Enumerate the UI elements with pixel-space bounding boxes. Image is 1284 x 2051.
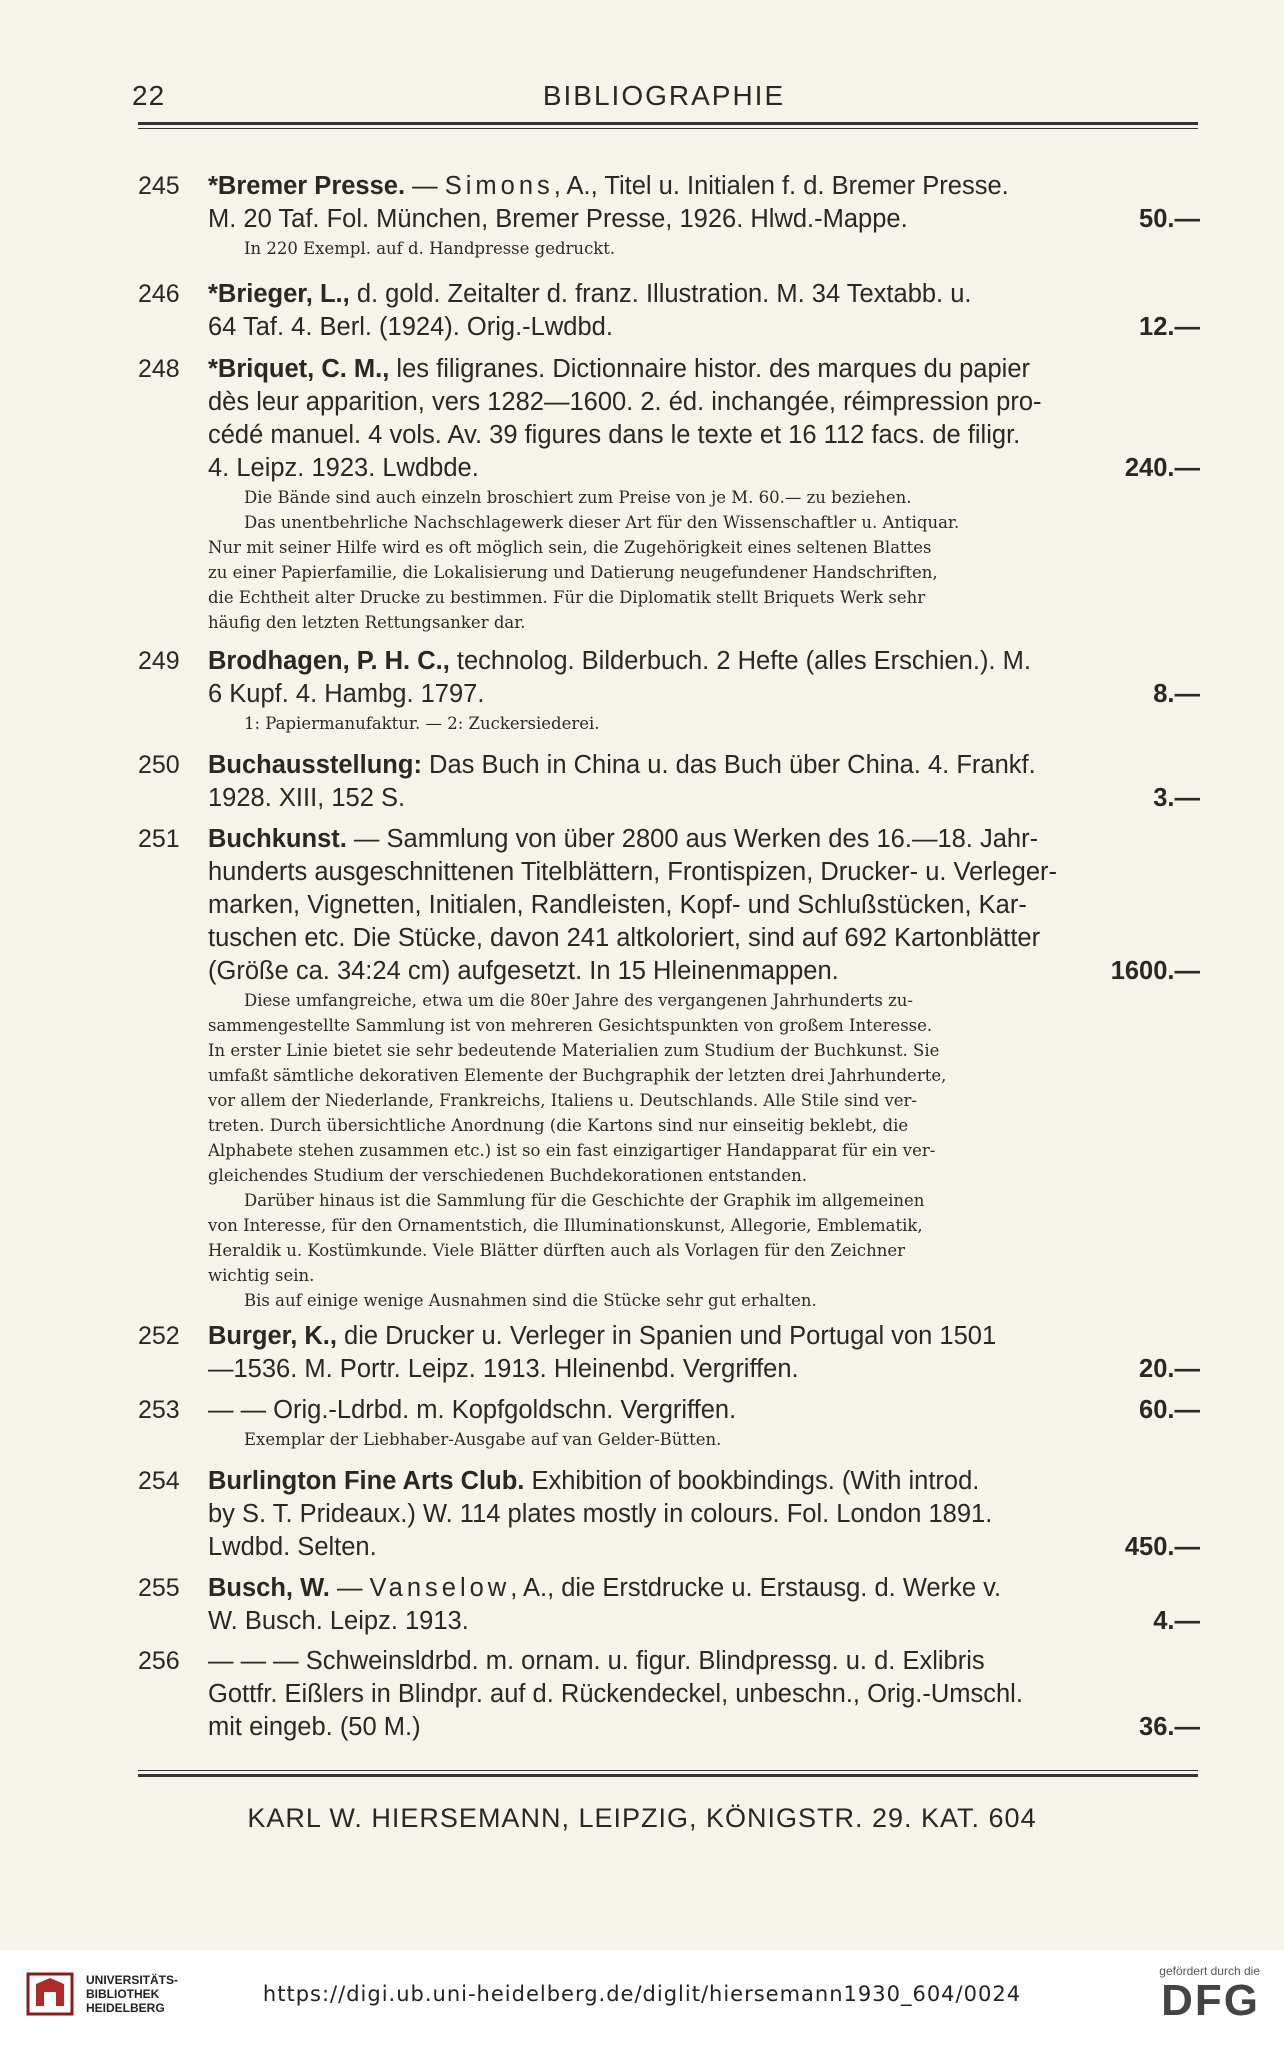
entry-line [208,170,1200,203]
entry-line [208,1531,1200,1564]
dfg-caption: gefördert durch die [1159,1964,1260,1978]
entry-number: 255 [138,1574,180,1602]
entry-line [208,856,1200,889]
entry-line [208,203,1200,236]
entry-line [208,1498,1200,1531]
entry-body [208,1465,1200,1564]
entry-text: — — Orig.-Ldrbd. m. Kopfgoldschn. Vergriffen. [208,1396,737,1424]
entry-price: 8.— [1153,680,1200,708]
entry-body [208,749,1200,815]
catalog-entry [138,353,1200,635]
catalog-entry [138,1394,1200,1452]
header-rule-thin [138,128,1198,129]
entry-note: Diese umfangreiche, etwa um die 80er Jahre des vergangenen Jahrhunderts zu- [244,991,913,1010]
catalog-entry [138,170,1200,261]
entry-number: 245 [138,172,180,200]
entry-line [208,782,1200,815]
entry-author: Burlington Fine Arts Club. [208,1467,525,1495]
entry-text: —1536. M. Portr. Leipz. 1913. Hleinenbd. Vergriffen. [208,1355,799,1383]
entry-text: by S. T. Prideaux.) W. 114 plates mostly in colours. Fol. London 1891. [208,1500,993,1528]
entry-note: sammengestellte Sammlung ist von mehreren Gesichtspunkten von großem Interesse. [208,1016,933,1035]
entry-author: Buchkunst. [208,825,347,853]
entry-note: 1: Papiermanufaktur. — 2: Zuckersiederei. [244,714,600,733]
entry-text: Das Buch in China u. das Buch über China. 4. Frankf. [421,751,1036,779]
entry-body [208,1320,1200,1386]
entry-note: Heraldik u. Kostümkunde. Viele Blätter dürften auch als Vorlagen für den Zeichner [208,1241,906,1260]
permalink-url[interactable]: https://digi.ub.uni-heidelberg.de/diglit/hiersemann1930_604/0024 [262,1982,1022,2006]
entry-text: (Größe ca. 34:24 cm) aufgesetzt. In 15 Hleinenmappen. [208,957,839,985]
entry-price: 1600.— [1110,957,1200,985]
entry-number: 246 [138,280,180,308]
entry-number: 256 [138,1647,180,1675]
entry-line [208,1605,1200,1638]
entry-price: 3.— [1153,784,1200,812]
entry-line [208,1645,1200,1678]
entry-price: 20.— [1139,1355,1200,1383]
entry-line [208,311,1200,344]
entry-price: 240.— [1124,454,1200,482]
entry-text: M. 20 Taf. Fol. München, Bremer Presse, 1926. Hlwd.-Mappe. [208,205,908,233]
entry-line [208,1572,1200,1605]
entry-number: 254 [138,1467,180,1495]
entry-text: hunderts ausgeschnittenen Titelblättern, Frontispizen, Drucker- u. Verleger- [208,858,1058,886]
entry-author: Buchausstellung: [208,751,422,779]
entry-note: von Interesse, für den Ornamentstich, die Illuminationskunst, Allegorie, Emblematik, [208,1216,923,1235]
entry-body [208,1645,1200,1744]
entry-price: 50.— [1139,205,1200,233]
entry-note: In 220 Exempl. auf d. Handpresse gedruckt. [244,239,616,258]
running-title: BIBLIOGRAPHIE [542,80,786,111]
entry-text: die Drucker u. Verleger in Spanien und Portugal von 1501 [336,1322,997,1350]
entry-note: Exemplar der Liebhaber-Ausgabe auf van Gelder-Bütten. [244,1430,722,1449]
entry-text: Gottfr. Eißlers in Blindpr. auf d. Rückendeckel, unbeschn., Orig.-Umschl. [208,1680,1023,1708]
publisher-footer: KARL W. HIERSEMANN, LEIPZIG, KÖNIGSTR. 29. KAT. 604 [247,1803,1037,1833]
entry-note: treten. Durch übersichtliche Anordnung (die Kartons sind nur einseitig beklebt, die [208,1116,909,1135]
entry-line [208,823,1200,856]
catalog-entry [138,749,1200,815]
entry-note: häufig den letzten Rettungsanker dar. [208,613,526,632]
entry-number: 248 [138,355,180,383]
entry-line [208,386,1200,419]
footer-rule-thick [138,1774,1198,1777]
entry-note: die Echtheit alter Drucke zu bestimmen. Für die Diplomatik stellt Briquets Werk sehr [208,588,926,607]
entry-line [208,749,1200,782]
entry-body [208,1572,1200,1638]
entry-note: zu einer Papierfamilie, die Lokalisierung und Datierung neugefundener Handschriften, [208,563,938,582]
entry-author: *Bremer Presse. [208,172,406,200]
entry-body [208,278,1200,344]
entry-note: Die Bände sind auch einzeln broschiert zum Preise von je M. 60.— zu beziehen. [244,488,912,507]
entry-text: , A., die Erstdrucke u. Erstausg. d. Werke v. [510,1574,1002,1602]
entry-body [208,823,1200,1313]
entry-line [208,678,1200,711]
entry-text: marken, Vignetten, Initialen, Randleisten, Kopf- und Schlußstücken, Kar- [208,891,1027,919]
logo-text: UNIVERSITÄTS- BIBLIOTHEK HEIDELBERG [86,1973,179,2015]
entry-author: *Briquet, C. M., [208,355,390,383]
catalog-entry [138,278,1200,344]
entry-price: 36.— [1139,1713,1200,1741]
entry-price: 4.— [1153,1607,1200,1635]
entry-number: 252 [138,1322,180,1350]
entry-text: Exhibition of bookbindings. (With introd. [524,1467,980,1495]
page-number: 22 [132,80,166,111]
entry-text: W. Busch. Leipz. 1913. [208,1607,469,1635]
entry-body [208,1394,1200,1452]
entry-body [208,645,1200,736]
entry-spaced-name: Vanselow [369,1574,511,1602]
entry-line [208,278,1200,311]
footer-rule-thin [138,1770,1198,1771]
entry-text: — — — Schweinsldrbd. m. ornam. u. figur. Blindpressg. u. d. Exlibris [208,1647,985,1675]
entry-line [208,1353,1200,1386]
entry-author: Burger, K., [208,1322,337,1350]
entry-note: Nur mit seiner Hilfe wird es oft möglich sein, die Zugehörigkeit eines seltenen Blattes [208,538,932,557]
entry-text: 64 Taf. 4. Berl. (1924). Orig.-Lwdbd. [208,313,613,341]
entry-line [208,1320,1200,1353]
dfg-wordmark: DFG [1161,1976,1260,2025]
entry-note: wichtig sein. [208,1266,315,1285]
entry-number: 249 [138,647,180,675]
entry-text: — Sammlung von über 2800 aus Werken des 16.—18. Jahr- [346,825,1039,853]
entry-note: gleichendes Studium der verschiedenen Buchdekorationen entstanden. [208,1166,807,1185]
entry-text: d. gold. Zeitalter d. franz. Illustration. M. 34 Textabb. u. [349,280,972,308]
header-rule-thick [138,122,1198,125]
catalog-entry [138,1465,1200,1564]
entry-number: 251 [138,825,180,853]
entry-note: vor allem der Niederlande, Frankreichs, Italiens u. Deutschlands. Alle Stile sind ver- [208,1091,918,1110]
entry-line [208,955,1200,988]
entry-body [208,353,1200,635]
entry-body [208,170,1200,261]
entry-text: tuschen etc. Die Stücke, davon 241 altkoloriert, sind auf 692 Kartonblätter [208,924,1041,952]
catalog-entry [138,823,1200,1313]
entry-text: dès leur apparition, vers 1282—1600. 2. éd. inchangée, réimpression pro- [208,388,1042,416]
entry-spaced-name: Simons [444,172,554,200]
entry-text: mit eingeb. (50 M.) [208,1713,421,1741]
entry-line [208,353,1200,386]
entry-text: technolog. Bilderbuch. 2 Hefte (alles Erschien.). M. [449,647,1031,675]
entry-price: 60.— [1139,1396,1200,1424]
entry-price: 450.— [1124,1533,1200,1561]
entry-author: *Brieger, L., [208,280,350,308]
entry-line [208,922,1200,955]
entry-price: 12.— [1139,313,1200,341]
entry-number: 250 [138,751,180,779]
entry-note: Darüber hinaus ist die Sammlung für die Geschichte der Graphik im allgemeinen [244,1191,925,1210]
entry-note: In erster Linie bietet sie sehr bedeutende Materialien zum Studium der Buchkunst. Sie [208,1041,940,1060]
viewer-bar [0,1950,1284,2051]
entry-note: Alphabete stehen zusammen etc.) ist so ein fast einzigartiger Handapparat für ein ver- [208,1141,936,1160]
entry-text: 6 Kupf. 4. Hambg. 1797. [208,680,485,708]
entry-note: Bis auf einige wenige Ausnahmen sind die Stücke sehr gut erhalten. [244,1291,817,1310]
entry-line [208,889,1200,922]
entry-line [208,1465,1200,1498]
entry-line [208,452,1200,485]
entry-text: cédé manuel. 4 vols. Av. 39 figures dans le texte et 16 112 facs. de filigr. [208,421,1021,449]
dfg-logo[interactable] [1159,1964,1260,2024]
catalog-entry [138,645,1200,736]
entry-text: les filigranes. Dictionnaire histor. des marques du papier [389,355,1031,383]
entry-text: , A., Titel u. Initialen f. d. Bremer Presse. [553,172,1009,200]
entry-text: Lwdbd. Selten. [208,1533,377,1561]
entry-line [208,419,1200,452]
entry-line [208,645,1200,678]
catalog-entry [138,1320,1200,1386]
entry-text: 4. Leipz. 1923. Lwdbde. [208,454,479,482]
entry-text: 1928. XIII, 152 S. [208,784,406,812]
entry-note: umfaßt sämtliche dekorativen Elemente der Buchgraphik der letzten drei Jahrhunderte, [208,1066,947,1085]
entry-author: Busch, W. [208,1574,330,1602]
catalog-entry [138,1572,1200,1638]
entry-text: — [405,172,445,200]
catalog-entry [138,1645,1200,1744]
entry-line [208,1678,1200,1711]
entry-note: Das unentbehrliche Nachschlagewerk dieser Art für den Wissenschaftler u. Antiquar. [244,513,960,532]
entry-line [208,1394,1200,1427]
entry-line [208,1711,1200,1744]
entry-author: Brodhagen, P. H. C., [208,647,450,675]
entry-number: 253 [138,1396,180,1424]
entry-text: — [329,1574,370,1602]
